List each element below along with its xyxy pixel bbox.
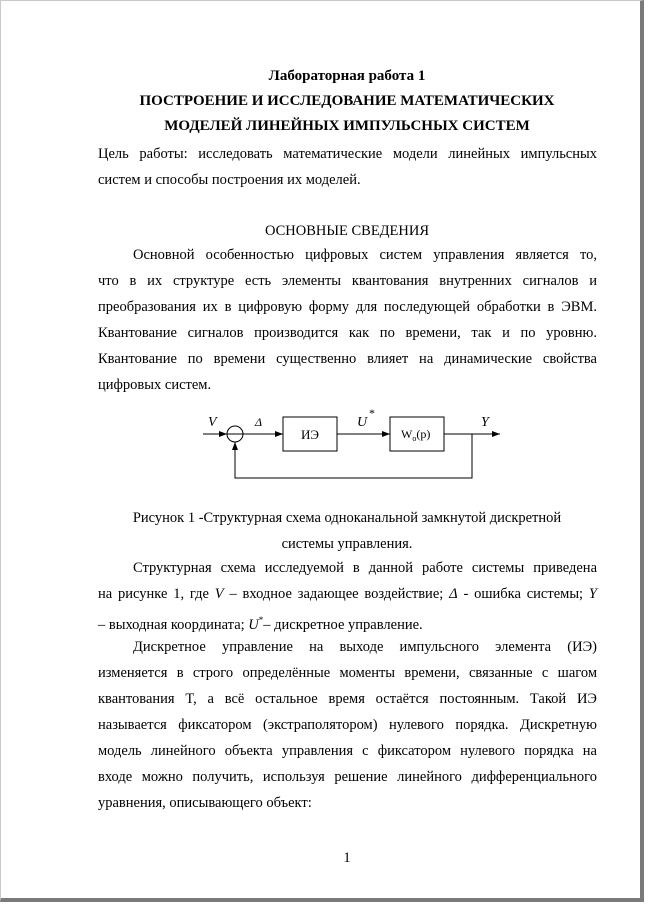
page-number: 1: [343, 850, 351, 866]
p1-line-5: Квантование по времени существенно влияет на динамические свойства: [98, 351, 597, 367]
p1-line-4: Квантование сигналов производится как по времени, так и по уровню.: [98, 325, 597, 341]
p1-line-6: цифровых систем.: [98, 377, 212, 393]
p3-line-2: изменяется в строго определённые моменты времени, связанные с шагом: [98, 665, 597, 681]
label-block-ie: ИЭ: [301, 427, 319, 442]
p1-line-3: преобразования их в цифровую форму для последующей обработки в ЭВМ.: [98, 299, 597, 315]
title-line-2: МОДЕЛЕЙ ЛИНЕЙНЫХ ИМПУЛЬСНЫХ СИСТЕМ: [164, 118, 530, 134]
figure-caption-line-2: системы управления.: [281, 536, 413, 552]
p1-line-2: что в их структуре есть элементы квантования внутренних сигналов и: [98, 273, 597, 289]
block-diagram: [195, 405, 515, 485]
figure-caption-line-1: Рисунок 1 -Структурная схема одноканальной замкнутой дискретной: [132, 510, 562, 526]
label-y: Y: [481, 415, 489, 430]
label-u: U: [357, 415, 368, 430]
lab-title: Лабораторная работа 1: [268, 68, 426, 84]
p3-line-4: называется фиксатором (экстраполятором) нулевого порядка. Дискретную: [98, 717, 597, 733]
title-line-1: ПОСТРОЕНИЕ И ИССЛЕДОВАНИЕ МАТЕМАТИЧЕСКИХ: [139, 93, 555, 109]
goal-line-1: Цель работы: исследовать математические модели линейных импульсных: [98, 146, 597, 162]
section-heading: ОСНОВНЫЕ СВЕДЕНИЯ: [264, 223, 430, 239]
label-u-star: *: [369, 406, 375, 420]
p3-line-1: Дискретное управление на выходе импульсного элемента (ИЭ): [133, 639, 597, 655]
p2-line-2: на рисунке 1, где V – входное задающее воздействие; Δ - ошибка системы; Y: [98, 586, 597, 602]
p2-line-3: – выходная координата; U*– дискретное управление.: [98, 615, 423, 633]
p3-line-6: входе можно получить, используя решение линейного дифференциального: [98, 769, 597, 785]
label-delta: Δ: [255, 415, 263, 429]
label-v: V: [208, 415, 217, 430]
p3-line-5: модель линейного объекта управления с фиксатором нулевого порядка на: [98, 743, 597, 759]
p3-line-3: квантования T, а всё остальное время остаётся постоянным. Такой ИЭ: [98, 691, 597, 707]
p1-line-1: Основной особенностью цифровых систем управления является то,: [133, 247, 597, 263]
p2-line-1: Структурная схема исследуемой в данной работе системы приведена: [133, 560, 597, 576]
goal-line-2: систем и способы построения их моделей.: [98, 172, 361, 188]
label-block-w: $W_o(p)$: [401, 427, 431, 443]
p3-line-7: уравнения, описывающего объект:: [98, 795, 312, 811]
